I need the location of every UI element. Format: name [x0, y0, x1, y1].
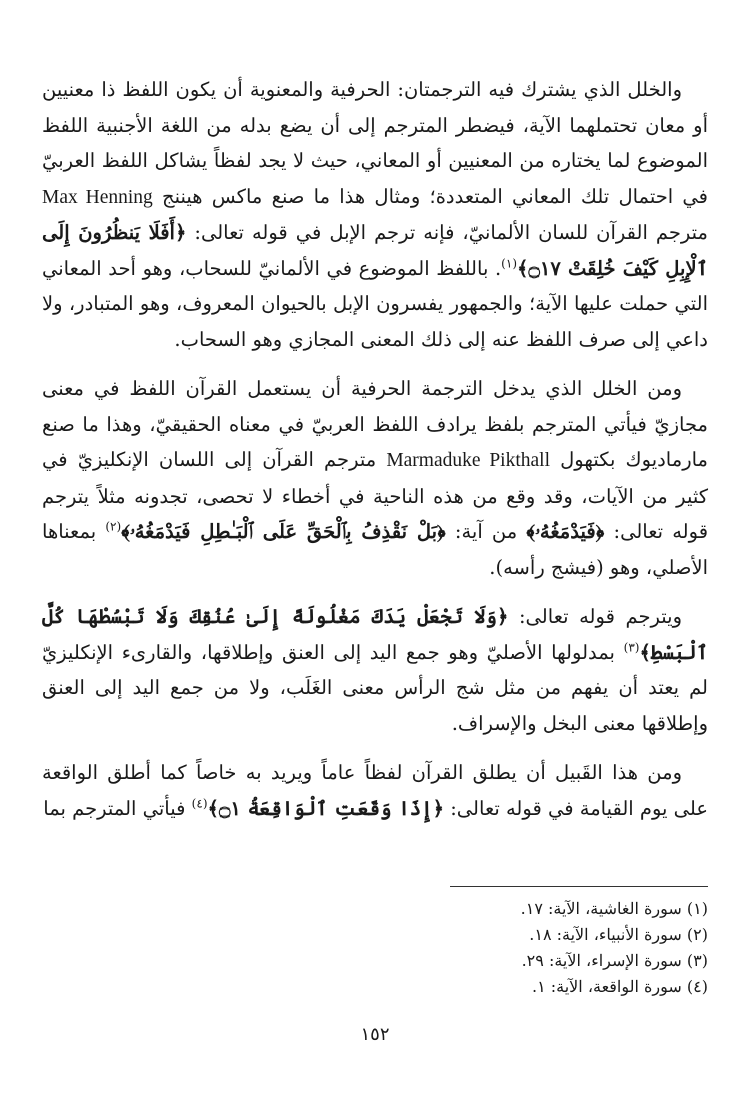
text-run: من آية:: [454, 520, 518, 543]
text-run: ويترجم قوله تعالى:: [518, 605, 682, 628]
paragraph-3: [42, 599, 708, 741]
main-text: [42, 72, 708, 840]
paragraph-2: [42, 371, 708, 585]
footnote-ref[interactable]: (٣): [623, 640, 640, 654]
text-run: والخلل الذي يشترك فيه الترجمتان: الحرفية والمعنوية أن يكون اللفظ ذا معنيين أو معان تحتملهما الآية، فيضطر المترجم إلى أن يضع بدله من اللغة الأجنبية اللفظ الموضوع لما يختاره من المعنيين أو المعاني، حيث لا يجد لفظاً يشاكل اللفظ العربيّ في احتمال تلك المعاني المتعددة؛ ومثال هذا ما صنع ماكس هيننج: [42, 78, 708, 208]
footnote-ref[interactable]: (٤): [191, 796, 208, 810]
text-run: فيأتي المترجم بما: [43, 796, 186, 820]
latin-name: Max Henning: [42, 186, 153, 208]
text-run: مترجم القرآن للسان الألمانيّ، فإنه ترجم الإبل في قوله تعالى:: [194, 221, 709, 244]
text-run: ومن هذا القَبيل أن يطلق القرآن لفظاً عاماً ويريد به خاصاً كما أطلق الواقعة على يوم القيامة في قوله تعالى:: [42, 761, 708, 820]
footnote-item: (٤) سورة الواقعة، الآية: ١.: [531, 977, 708, 996]
text-run: ومن الخلل الذي يدخل الترجمة الحرفية أن يستعمل القرآن اللفظ في معنى مجازيّ فيأتي المترجم بلفظ يرادف اللفظ العربيّ في معناه الحقيقيّ، وهذا ما صنع مارماديوك بكتهول: [42, 377, 708, 471]
footnote-ref[interactable]: (١): [501, 256, 517, 270]
text-run: بمدلولها الأصليّ وهو جمع اليد إلى العنق وإطلاقها، والقارىء الإنكليزيّ لم يعتد أن يفهم من مثل شج الرأس معنى الغَلَب، ولا من جمع اليد إلى العنق وإطلاقها معنى البخل والإسراف.: [42, 640, 708, 735]
footnote-item: (١) سورة الغاشية، الآية: ١٧.: [520, 899, 708, 918]
text-run: مترجم القرآن إلى اللسان الإنكليزيّ في كثير من الآيات، وقد وقع من هذه الناحية في أخطاء لا تحصى، تجدونه مثلاً يترجم قوله تعالى:: [42, 448, 709, 543]
footnote-ref[interactable]: (٢): [105, 519, 122, 534]
quran-verse: ﴿إِذَا وَقَعَتِ ٱلْوَاقِعَةُ ۝١﴾: [207, 796, 445, 820]
page-number: ١٥٢: [360, 1024, 390, 1045]
text-run: . باللفظ الموضوع في الألمانيّ للسحاب، وهو أحد المعاني التي حملت عليها الآية؛ والجمهور يفسرون الإبل بالحيوان المعروف، وهو المتبادر، ولا داعي إلى صرف اللفظ عنه إلى ذلك المعنى المجازي وهو السحاب.: [42, 256, 708, 351]
quran-verse: ﴿أَفَلَا يَنظُرُونَ إِلَى ٱلْإِبِلِ كَيْفَ خُلِقَتْ ۝١٧﴾: [42, 221, 708, 280]
quran-verse: ﴿بَلْ نَقْذِفُ بِٱلْحَقِّ عَلَى ٱلْبَـٰطِلِ فَيَدْمَغُهُۥ﴾: [121, 520, 446, 543]
footnote-item: (٢) سورة الأنبياء، الآية: ١٨.: [529, 925, 708, 944]
footnotes: [208, 896, 708, 1000]
text-run: بمعناها الأصلي، وهو (فيشج رأسه).: [42, 520, 708, 579]
paragraph-4: [42, 755, 708, 826]
footnote-item: (٣) سورة الإسراء، الآية: ٢٩.: [521, 951, 708, 970]
paragraph-1: [42, 72, 708, 357]
quran-verse: ﴿فَيَدْمَغُهُۥ﴾: [526, 520, 605, 543]
footnote-divider: [450, 886, 708, 887]
latin-name: Marmaduke Pikthall: [386, 450, 550, 471]
quran-verse: ﴿وَلَا تَجْعَلْ يَدَكَ مَغْلُولَةً إِلَىٰ عُنُقِكَ وَلَا تَبْسُطْهَا كُلَّ ٱلْبَسْطِ﴾: [42, 605, 709, 664]
